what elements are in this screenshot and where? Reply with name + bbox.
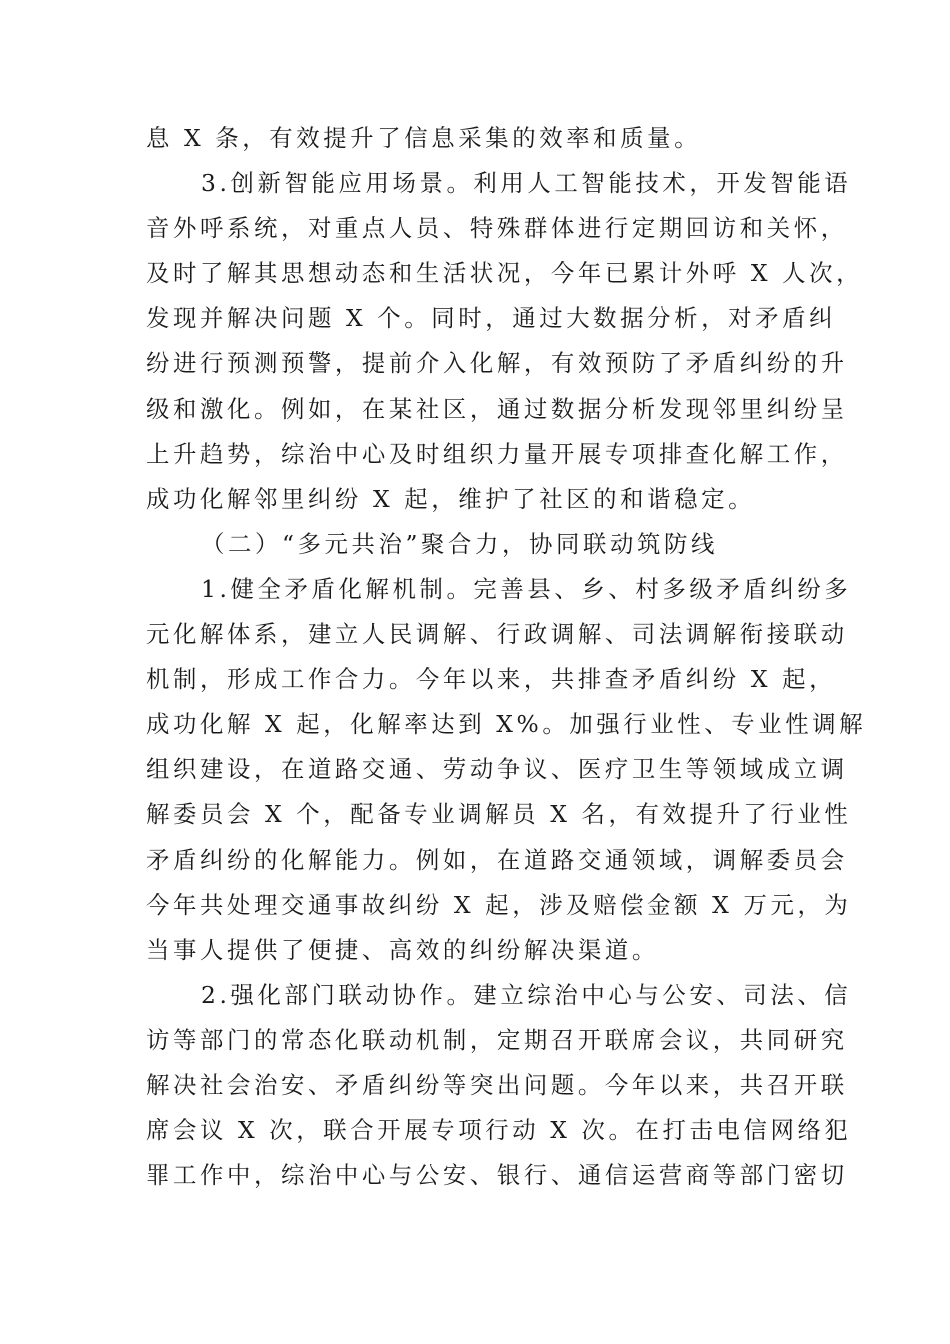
section-heading: （二）“多元共治”聚合力，协同联动筑防线	[201, 529, 718, 558]
text-line: 成功化解邻里纠纷 X 起，维护了社区的和谐稳定。	[146, 484, 756, 513]
text-line: 席会议 X 次，联合开展专项行动 X 次。在打击电信网络犯	[146, 1116, 852, 1145]
text-line: 解决社会治安、矛盾纠纷等突出问题。今年以来，共召开联	[146, 1070, 848, 1099]
text-line: 级和激化。例如，在某社区，通过数据分析发现邻里纠纷呈	[146, 394, 848, 423]
text-line: 今年共处理交通事故纠纷 X 起，涉及赔偿金额 X 万元，为	[146, 890, 852, 919]
text-line: 纷进行预测预警，提前介入化解，有效预防了矛盾纠纷的升	[146, 349, 848, 378]
text-line: 当事人提供了便捷、高效的纠纷解决渠道。	[146, 935, 659, 964]
text-line: 上升趋势，综治中心及时组织力量开展专项排查化解工作，	[146, 439, 848, 468]
text-line: 成功化解 X 起，化解率达到 X%。加强行业性、专业性调解	[146, 710, 867, 739]
document-body	[146, 116, 867, 1198]
text-line: 组织建设，在道路交通、劳动争议、医疗卫生等领域成立调	[146, 755, 848, 784]
text-line: 解委员会 X 个，配备专业调解员 X 名，有效提升了行业性	[146, 800, 852, 829]
paragraph-start-line: 2.强化部门联动协作。建立综治中心与公安、司法、信	[201, 980, 852, 1009]
paragraph-start-line: 1.健全矛盾化解机制。完善县、乡、村多级矛盾纠纷多	[201, 574, 852, 603]
text-line: 息 X 条，有效提升了信息采集的效率和质量。	[146, 124, 702, 152]
text-line: 机制，形成工作合力。今年以来，共排查矛盾纠纷 X 起，	[146, 665, 837, 694]
paragraph-start-line: 3.创新智能应用场景。利用人工智能技术，开发智能语	[201, 169, 852, 198]
text-line: 及时了解其思想动态和生活状况，今年已累计外呼 X 人次，	[146, 259, 864, 288]
text-line: 发现并解决问题 X 个。同时，通过大数据分析，对矛盾纠	[146, 304, 837, 333]
text-line: 访等部门的常态化联动机制，定期召开联席会议，共同研究	[146, 1025, 848, 1054]
text-line: 矛盾纠纷的化解能力。例如，在道路交通领域，调解委员会	[146, 845, 848, 874]
text-line: 音外呼系统，对重点人员、特殊群体进行定期回访和关怀，	[146, 214, 848, 243]
text-line: 元化解体系，建立人民调解、行政调解、司法调解衔接联动	[146, 620, 848, 649]
text-line: 罪工作中，综治中心与公安、银行、通信运营商等部门密切	[146, 1161, 848, 1190]
